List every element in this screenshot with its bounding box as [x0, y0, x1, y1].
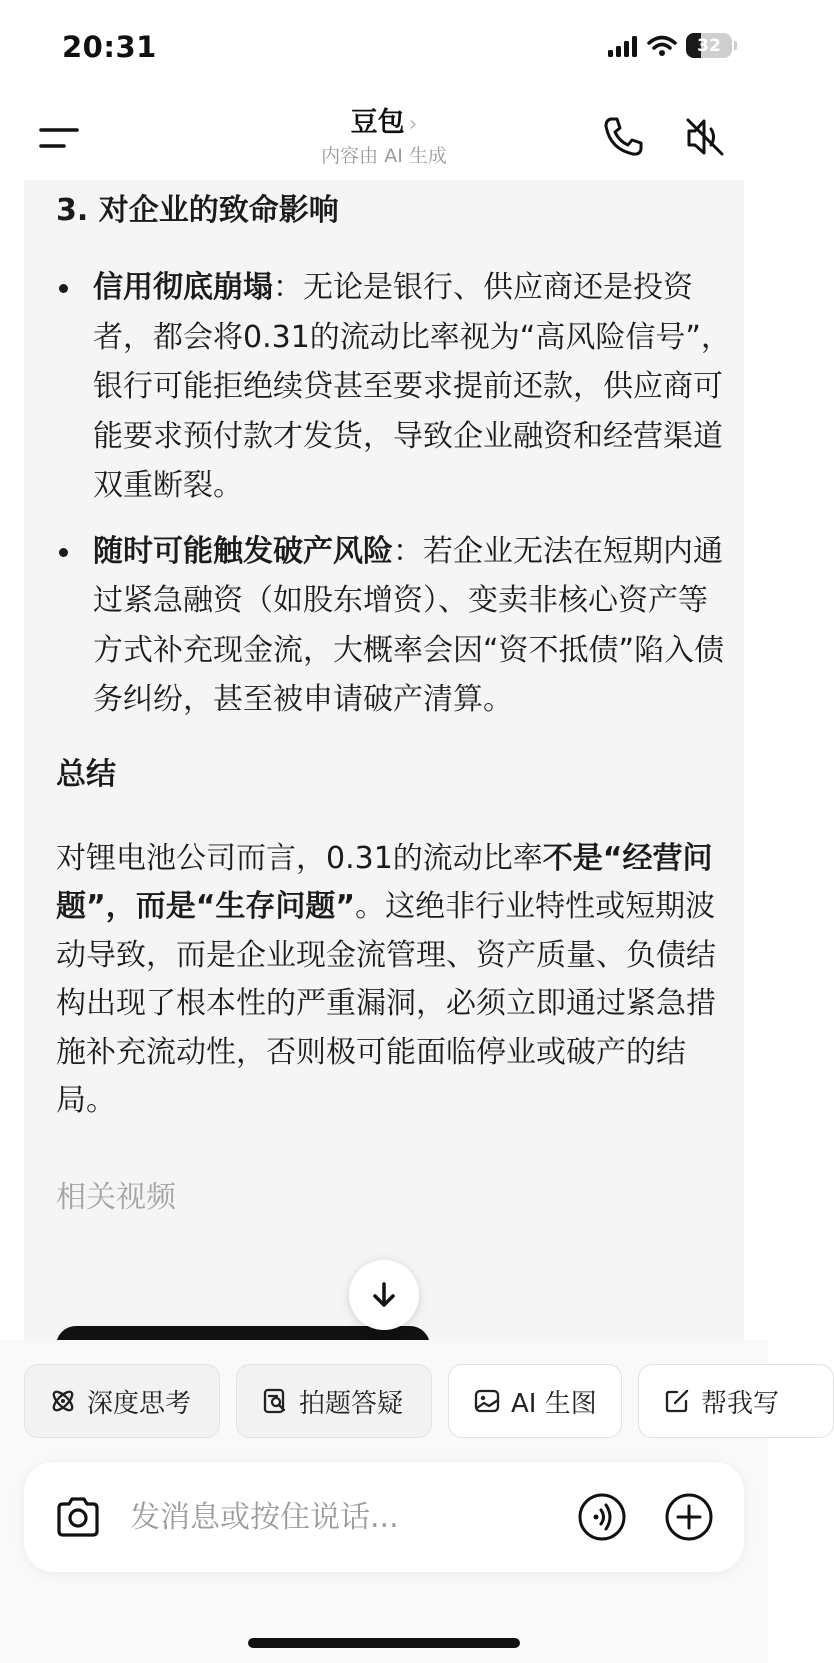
list-item	[56, 527, 736, 725]
message-input[interactable]	[130, 1492, 550, 1542]
bullet-text: ：若企业无法在短期内通过紧急融资（如股东增资）、变卖非核心资产等方式补充现金流，大概率会因“资不抵债”陷入债务纠纷，甚至被申请破产清算。	[93, 533, 725, 717]
image-icon	[473, 1387, 501, 1415]
edit-icon	[663, 1387, 691, 1415]
scan-search-icon	[261, 1387, 289, 1415]
chat-title-area[interactable]	[0, 100, 768, 168]
summary-paragraph	[56, 835, 736, 1126]
chip-deep-thinking[interactable]	[24, 1364, 220, 1438]
ai-message-card	[24, 180, 744, 1340]
chip-label: 深度思考	[87, 1388, 192, 1419]
chip-label: AI 生图	[511, 1388, 597, 1419]
mute-speaker-button[interactable]	[682, 114, 728, 160]
chip-help-write[interactable]	[638, 1364, 834, 1438]
bullet-text: ：无论是银行、供应商还是投资者，都会将0.31的流动比率视为“高风险信号”，银行可能拒绝续贷甚至要求提前还款，供应商可能要求预付款才发货，导致企业融资和经营渠道双重断裂。	[93, 270, 731, 503]
cellular-signal-icon	[608, 35, 638, 57]
chat-header	[0, 96, 768, 180]
quick-action-chips	[0, 1340, 780, 1440]
bullet-bold: 随时可能触发破产风险	[93, 533, 393, 569]
list-item	[56, 263, 736, 511]
status-icons	[608, 33, 732, 58]
chevron-right-icon: ›	[408, 112, 418, 137]
battery-level: 32	[697, 35, 721, 56]
summary-bold: 不是“经营问题”，而是“生存问题”	[56, 840, 713, 924]
bullet-bold: 信用彻底崩塌	[93, 270, 273, 305]
bullet-list	[56, 263, 736, 725]
chat-title: 豆包	[350, 107, 405, 138]
atom-icon	[49, 1387, 77, 1415]
status-bar	[0, 0, 768, 96]
phone-icon	[600, 114, 646, 160]
chip-label: 拍题答疑	[299, 1388, 404, 1419]
section-heading: 3. 对企业的致命影响	[56, 193, 339, 228]
summary-text: 。这绝非行业特性或短期波动导致，而是企业现金流管理、资产质量、负债结构出现了根本性的严重漏洞，必须立即通过紧急措施补充流动性，否则极可能面临停业或破产的结局。	[56, 889, 716, 1118]
home-indicator	[248, 1638, 520, 1648]
scroll-to-bottom-button[interactable]	[349, 1260, 419, 1330]
voice-call-button[interactable]	[577, 1492, 627, 1542]
arrow-down-icon	[369, 1280, 399, 1310]
voice-wave-icon	[577, 1492, 627, 1542]
summary-text: 对锂电池公司而言，0.31的流动比率	[56, 840, 543, 876]
related-videos-label: 相关视频	[56, 1179, 176, 1215]
status-time: 20:31	[62, 30, 157, 64]
camera-button[interactable]	[54, 1494, 102, 1540]
message-content	[56, 180, 736, 1218]
chip-label: 帮我写	[701, 1388, 780, 1419]
summary-heading: 总结	[56, 756, 116, 792]
speaker-mute-icon	[682, 114, 728, 160]
camera-icon	[54, 1494, 102, 1540]
battery-indicator	[686, 33, 732, 58]
input-area	[0, 1440, 768, 1663]
more-options-button[interactable]	[664, 1492, 714, 1542]
call-button[interactable]	[600, 114, 646, 160]
message-composer	[24, 1462, 744, 1572]
wifi-icon	[647, 35, 677, 57]
ai-disclaimer: 内容由 AI 生成	[321, 145, 447, 167]
chip-ai-image[interactable]	[448, 1364, 622, 1438]
chip-photo-question[interactable]	[236, 1364, 432, 1438]
plus-circle-icon	[664, 1492, 714, 1542]
